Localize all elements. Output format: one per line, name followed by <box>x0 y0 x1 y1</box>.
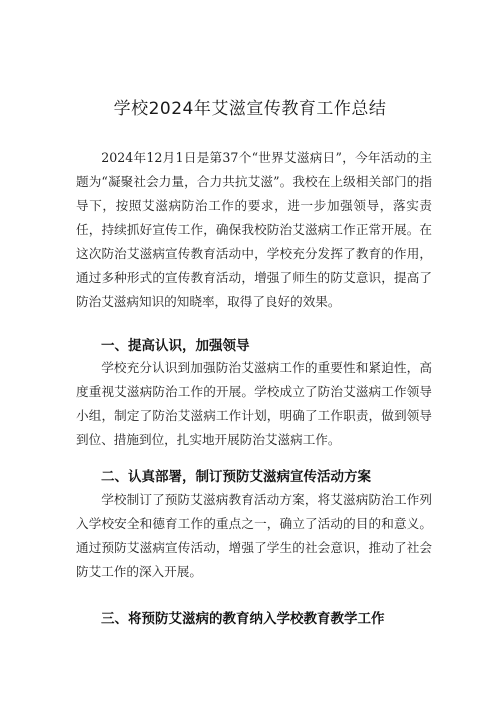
section-3-heading: 三、将预防艾滋病的教育纳入学校教育教学工作 <box>101 611 385 627</box>
document-title: 学校2024年艾滋宣传教育工作总结 <box>113 99 387 119</box>
section-1-body: 学校充分认识到加强防治艾滋病工作的重要性和紧迫性，高度重视艾滋病防治工作的开展。学校成立了防治艾滋病工作领导小组，制定了防治艾滋病工作计划，明确了工作职责，做到领导到位、措施到位，扎实地开展防治艾滋病工作。 <box>76 360 432 447</box>
intro-paragraph: 2024年12月1日是第37个“世界艾滋病日”，今年活动的主题为“凝聚社会力量，合力共抗艾滋”。我校在上级相关部门的指导下，按照艾滋病防治工作的要求，进一步加强领导，落实责任，持续抓好宣传工作，确保我校防治艾滋病工作正常开展。在这次防治艾滋病宣传教育活动中，学校充分发挥了教育的作用，通过多种形式的宣传教育活动，增强了师生的防艾意识，提高了防治艾滋病知识的知晓率，取得了良好的效果。 <box>76 150 432 309</box>
section-2-body: 学校制订了预防艾滋病教育活动方案，将艾滋病防治工作列入学校安全和德育工作的重点之一，确立了活动的目的和意义。通过预防艾滋病宣传活动，增强了学生的社会意识，推动了社会防艾工作的深入开展。 <box>76 492 432 579</box>
section-1-heading: 一、提高认识，加强领导 <box>101 338 250 354</box>
section-2-heading: 二、认真部署，制订预防艾滋病宣传活动方案 <box>101 469 371 485</box>
